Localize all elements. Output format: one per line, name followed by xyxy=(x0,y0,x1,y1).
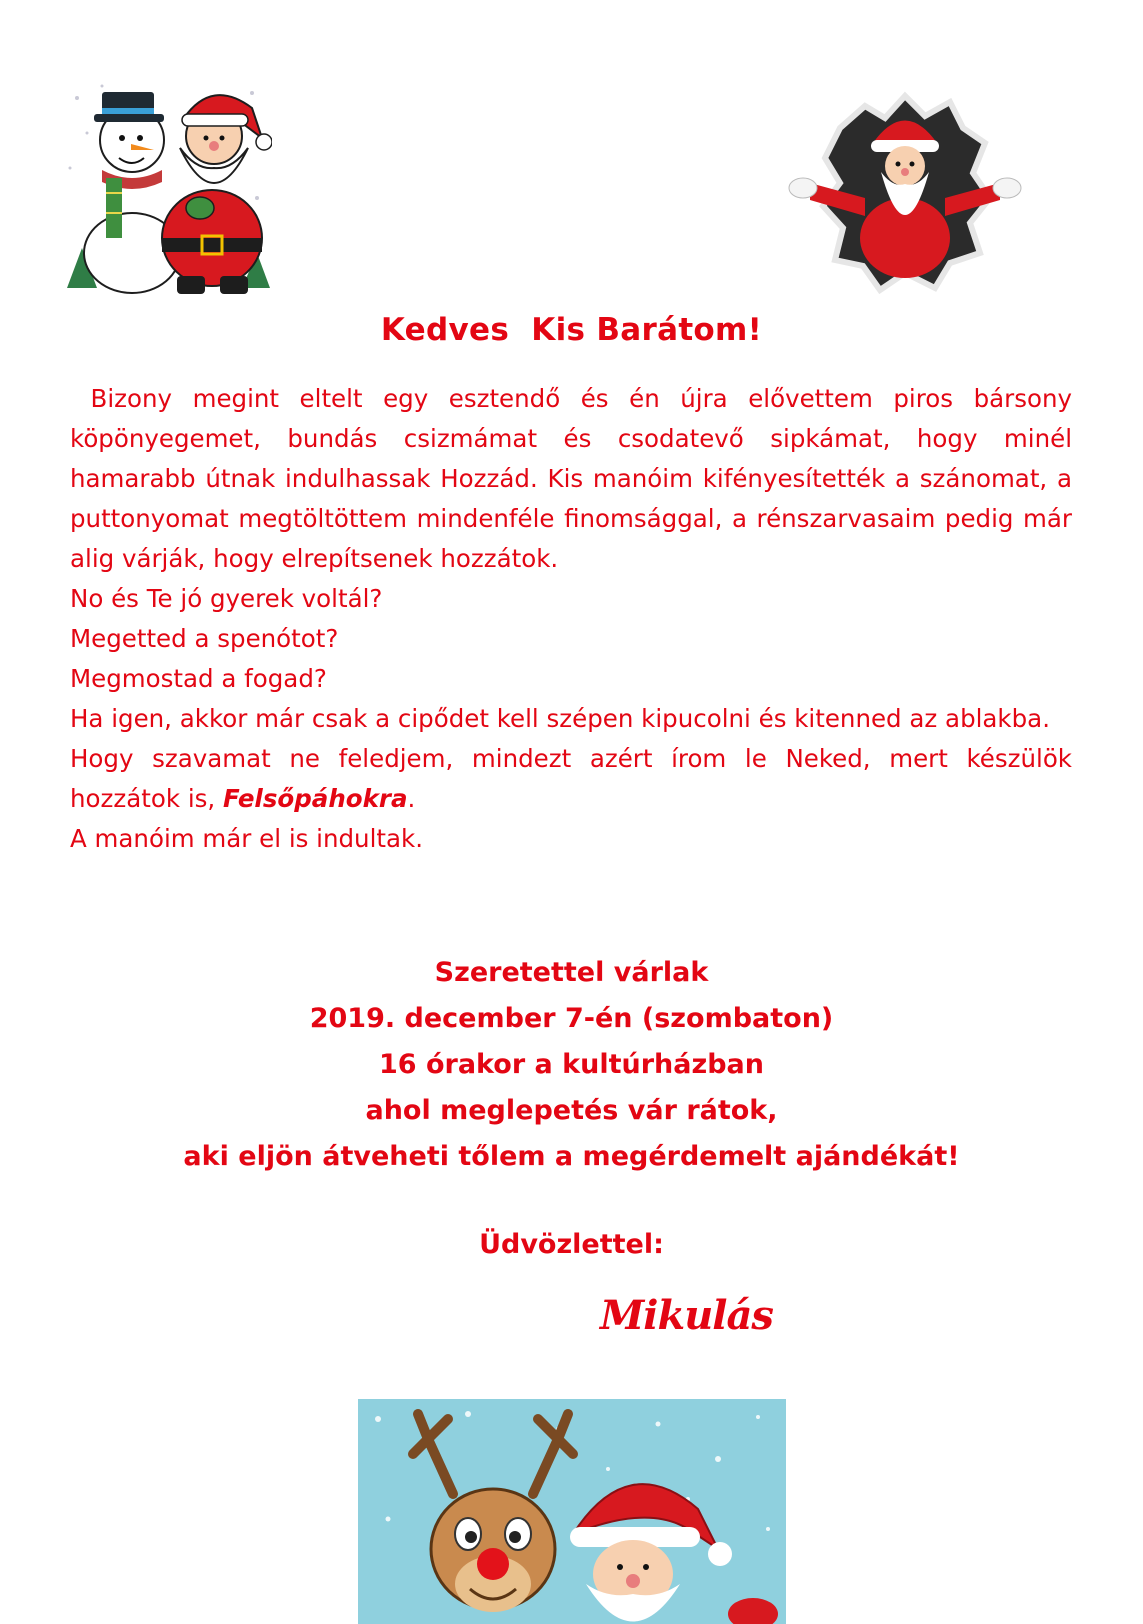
santa-bursting-through-paper-illustration xyxy=(785,88,1025,298)
shoes-line: Ha igen, akkor már csak a cipődet kell szépen kipucolni és kitenned az ablakba. xyxy=(70,704,1050,733)
invite-line: ahol meglepetés vár rátok, xyxy=(365,1095,778,1126)
promise-text: Hogy szavamat ne feledjem, mindezt azért írom le Neked, mert készülök hozzátok is, xyxy=(70,744,1072,813)
letter-title: Kedves Kis Barátom! xyxy=(380,312,763,348)
village-name: Felsőpáhokra xyxy=(222,784,408,813)
elves-line: A manóim már el is indultak. xyxy=(70,824,423,853)
promise-end: . xyxy=(407,784,416,813)
invite-date-line: 2019. december 7-én (szombaton) xyxy=(309,1003,834,1034)
invitation-block xyxy=(0,950,1143,1180)
invite-line: aki eljön átveheti tőlem a megérdemelt ajándékát! xyxy=(183,1141,960,1172)
invite-line: Szeretettel várlak xyxy=(434,957,709,988)
closing-greeting: Üdvözlettel: xyxy=(479,1229,664,1260)
snowman-and-santa-illustration xyxy=(62,78,272,300)
question-line: No és Te jó gyerek voltál? xyxy=(70,584,383,613)
signature: Mikulás xyxy=(600,1292,773,1339)
letter-paragraph: Bizony megint eltelt egy esztendő és én újra elővettem piros bársony köpönyegemet, bundás csizmámat és csodatevő sipkámat, hogy minél hamarabb útnak indulhassak Hozzád. Kis manóim kifényesítették a szánomat, a puttonyomat megtöltöttem mindenféle finomsággal, a rénszarvasaim pedig már alig várják, hogy elrepítsenek hozzátok. xyxy=(70,384,1080,573)
question-line: Megmostad a fogad? xyxy=(70,664,327,693)
letter-body xyxy=(70,379,1080,859)
invite-time-place-line: 16 órakor a kultúrházban xyxy=(379,1049,764,1080)
promise-line xyxy=(70,739,1072,819)
reindeer-and-santa-illustration xyxy=(358,1399,786,1624)
question-line: Megetted a spenótot? xyxy=(70,624,339,653)
